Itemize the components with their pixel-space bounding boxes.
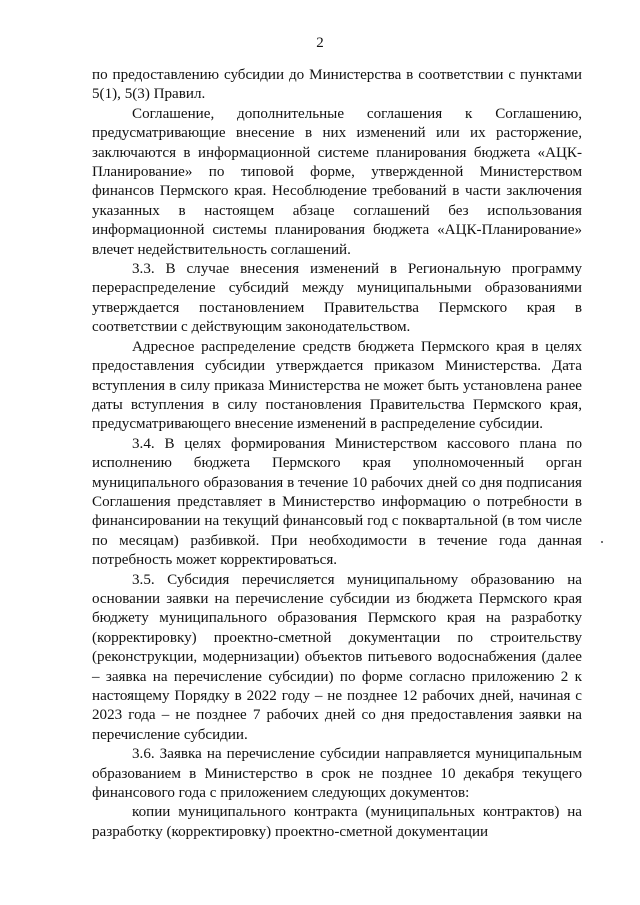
paragraph-3-4: 3.4. В целях формирования Министерством кассового плана по исполнению бюджета Пермского края уполномоченный орган муниципального образования в течение 10 рабочих дней со дня подписания Соглашения представляет в Министерство информацию о потребности в финансировании на текущий финансовый год с поквартальной (в том числе по месяцам) разбивкой. При необходимости в течение года данная потребность может корректироваться. <box>92 435 582 569</box>
document-body <box>92 66 582 842</box>
page-number: 2 <box>316 35 324 51</box>
paragraph-contract-copies: копии муниципального контракта (муниципальных контрактов) на разработку (корректировку) проектно-сметной документации <box>92 804 582 840</box>
paragraph-3-5: 3.5. Субсидия перечисляется муниципальному образованию на основании заявки на перечисление субсидии из бюджета Пермского края бюджету муниципального образования Пермского края на разработку (корректировку) проектно-сметной документации по строительству (реконструкции, модернизации) объектов питьевого водоснабжения (далее – заявка на перечисление субсидии) по форме согласно приложению 2 к настоящему Порядку в 2022 году – не позднее 12 рабочих дней, начиная с 2023 года – не позднее 7 рабочих дней со дня предоставления заявки на перечисление субсидии. <box>92 571 582 743</box>
paragraph-agreement: Соглашение, дополнительные соглашения к Соглашению, предусматривающие внесение в них изменений или их расторжение, заключаются в информационной системе планирования бюджета «АЦК-Планирование» по типовой форме, утвержденной Министерством финансов Пермского края. Несоблюдение требований в части заключения указанных в настоящем абзаце соглашений без использования информационной системы планирования бюджета «АЦК-Планирование» влечет недействительность соглашений. <box>92 105 582 258</box>
paragraph-3-6: 3.6. Заявка на перечисление субсидии направляется муниципальным образованием в Министерство в срок не позднее 10 декабря текущего финансового года с приложением следующих документов: <box>92 746 582 802</box>
paragraph-address-distribution: Адресное распределение средств бюджета Пермского края в целях предоставления субсидии утверждается приказом Министерства. Дата вступления в силу приказа Министерства не может быть установлена ранее даты вступления в силу постановления Правительства Пермского края, предусматривающего внесение изменений в распределение субсидии. <box>92 338 582 433</box>
paragraph-continuation: по предоставлению субсидии до Министерства в соответствии с пунктами 5(1), 5(3) Правил. <box>92 67 582 103</box>
margin-dot-mark <box>601 541 603 543</box>
paragraph-3-3: 3.3. В случае внесения изменений в Региональную программу перераспределение субсидий между муниципальными образованиями утверждается постановлением Правительства Пермского края в соответствии с действующим законодательством. <box>92 261 582 336</box>
